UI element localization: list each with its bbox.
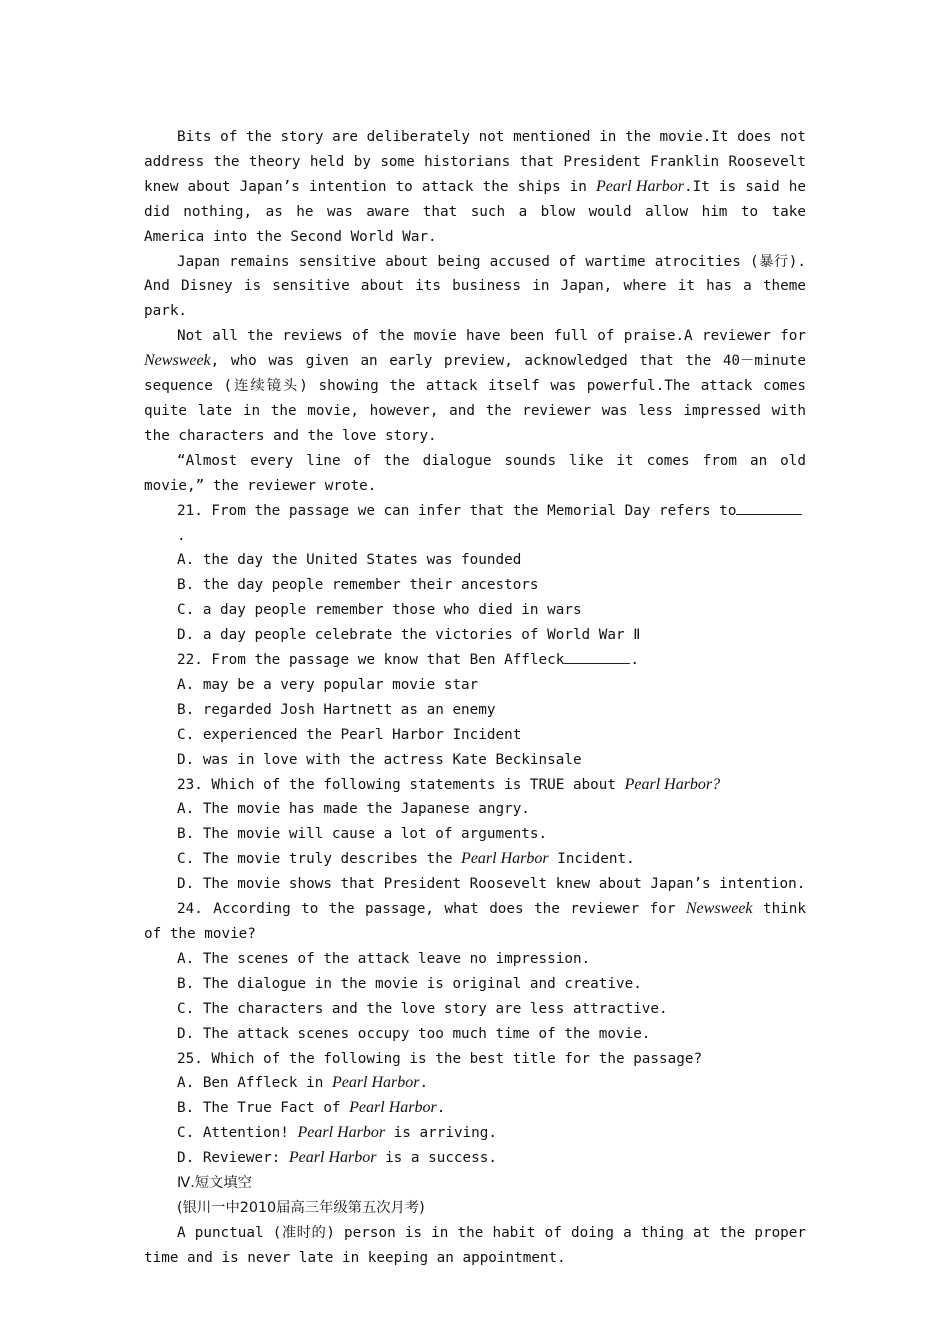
section-heading: Ⅳ.短文填空 [177, 1175, 252, 1192]
question-21-option-a: A. the day the United States was founded [177, 552, 522, 569]
question-21-option-d: D. a day people celebrate the victories of World War Ⅱ [177, 627, 641, 644]
question-22-stem: 22. From the passage we know that Ben Affleck . [177, 652, 639, 669]
question-24-option-c: C. The characters and the love story are less attractive. [177, 1000, 668, 1017]
question-21-option-c: C. a day people remember those who died in wars [177, 602, 582, 619]
question-25-option-a: A. Ben Affleck in Pearl Harbor. [177, 1074, 429, 1092]
passage-paragraph-3: Not all the reviews of the movie have been full of praise.A reviewer for Newsweek, who was given an early preview, acknowledged that the 40－minute sequence (连续镜头) showing the attack itself was powerful.The attack comes quite late in the movie, however, and the reviewer was less impressed with the characters and the love story. [144, 328, 806, 444]
passage-paragraph-2: Japan remains sensitive about being accused of wartime atrocities (暴行). And Disney is sensitive about its business in Japan, where it has a theme park. [144, 253, 806, 320]
passage-paragraph-4: “Almost every line of the dialogue sounds like it comes from an old movie,” the reviewer wrote. [144, 452, 806, 494]
question-24-option-d: D. The attack scenes occupy too much time of the movie. [177, 1025, 651, 1042]
question-22-option-c: C. experienced the Pearl Harbor Incident [177, 726, 522, 743]
question-24-option-a: A. The scenes of the attack leave no impression. [177, 950, 591, 967]
question-22-option-a: A. may be a very popular movie star [177, 676, 479, 693]
question-23-option-c: C. The movie truly describes the Pearl Harbor Incident. [177, 850, 635, 868]
question-25-stem: 25. Which of the following is the best title for the passage? [177, 1050, 703, 1067]
answer-blank [564, 651, 630, 664]
question-23-stem: 23. Which of the following statements is TRUE about Pearl Harbor? [177, 775, 721, 793]
question-25-option-c: C. Attention! Pearl Harbor is arriving. [177, 1124, 497, 1142]
question-25-option-b: B. The True Fact of Pearl Harbor. [177, 1099, 446, 1117]
question-23-option-b: B. The movie will cause a lot of arguments. [177, 826, 548, 843]
question-25-option-d: D. Reviewer: Pearl Harbor is a success. [177, 1149, 497, 1167]
question-24-option-b: B. The dialogue in the movie is original and creative. [177, 975, 642, 992]
section-intro-paragraph: A punctual (准时的) person is in the habit of doing a thing at the proper time and is never late in keeping an appointment. [144, 1224, 806, 1266]
question-23-option-d: D. The movie shows that President Roosevelt knew about Japan’s intention. [177, 876, 806, 893]
exam-content [144, 125, 806, 1271]
question-22-option-d: D. was in love with the actress Kate Beckinsale [177, 751, 582, 768]
question-22-option-b: B. regarded Josh Hartnett as an enemy [177, 701, 496, 718]
section-source: (银川一中2010届高三年级第五次月考) [177, 1199, 425, 1216]
question-24-stem: 24. According to the passage, what does the reviewer for Newsweek think of the movie? [144, 900, 806, 942]
passage-paragraph-1: Bits of the story are deliberately not mentioned in the movie.It does not address the theory held by some historians that President Franklin Roosevelt knew about Japan’s intention to attack the ships in Pearl Harbor.It is said he did nothing, as he was aware that such a blow would allow him to take America into the Second World War. [144, 129, 806, 245]
question-21-stem: 21. From the passage we can infer that the Memorial Day refers to. [144, 499, 806, 549]
answer-blank [736, 502, 802, 515]
question-21-option-b: B. the day people remember their ancestors [177, 577, 539, 594]
question-23-option-a: A. The movie has made the Japanese angry. [177, 801, 530, 818]
